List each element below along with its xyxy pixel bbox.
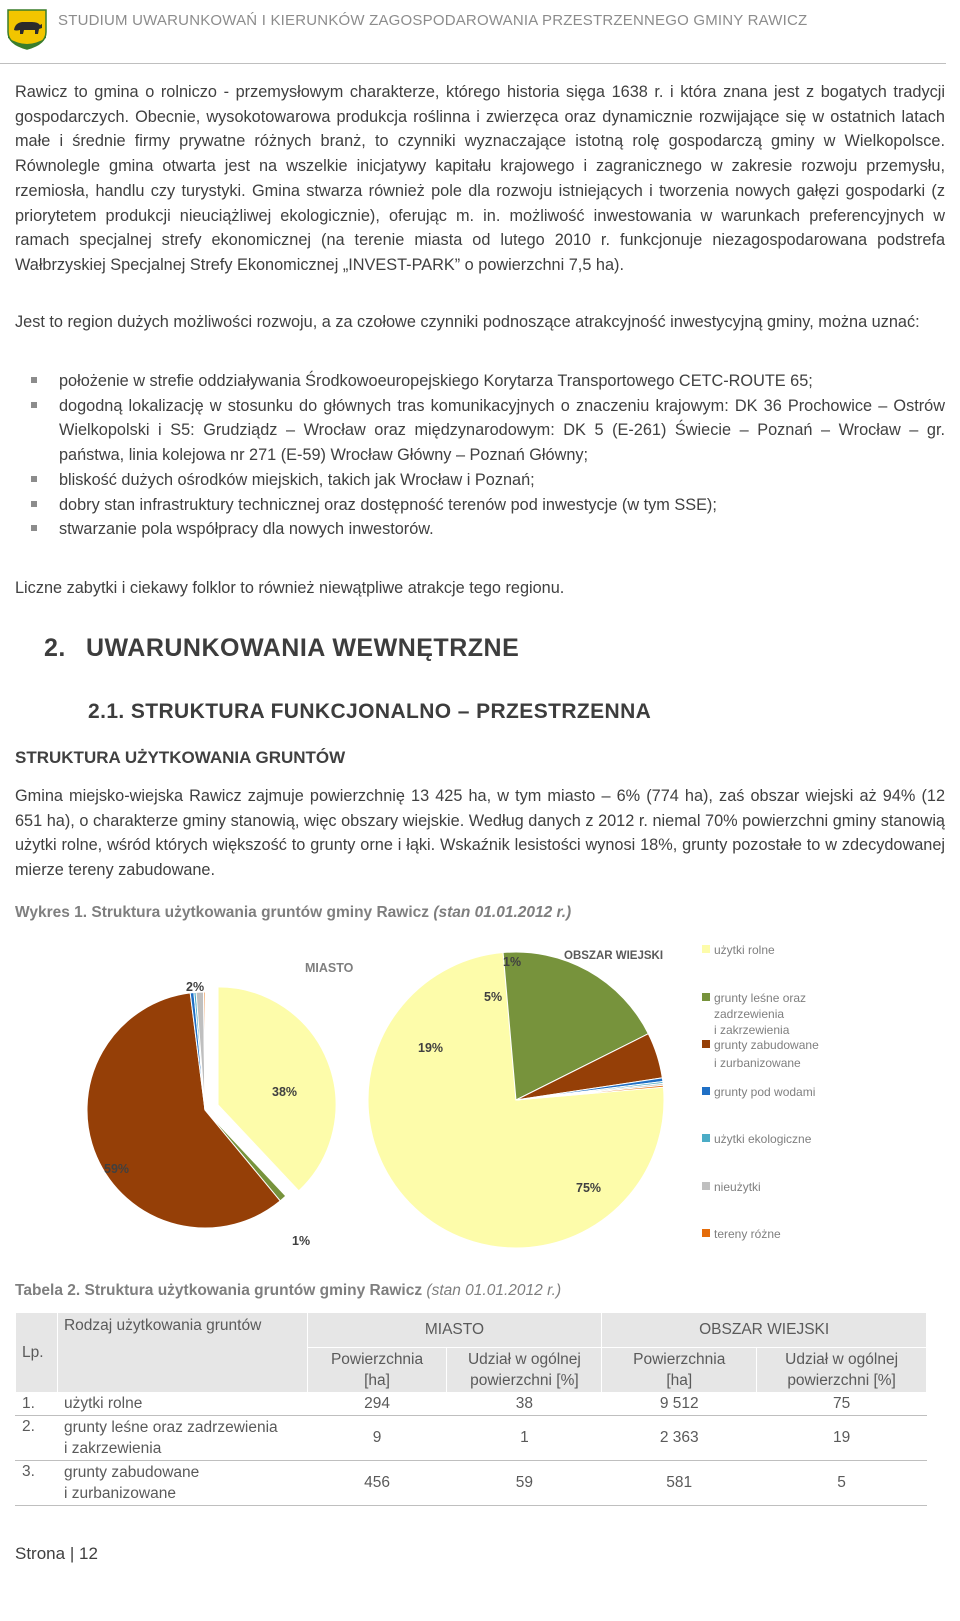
legend-swatch bbox=[702, 945, 710, 953]
data-label: 2% bbox=[186, 980, 205, 994]
chart-title-miasto: MIASTO bbox=[305, 961, 354, 975]
column-header-udzial: Udział w ogólnej powierzchni [%] bbox=[757, 1348, 927, 1393]
figure-caption: Wykres 1. Struktura użytkowania gruntów gminy Rawicz (stan 01.01.2012 r.) bbox=[15, 904, 572, 921]
bullet-list bbox=[15, 369, 945, 542]
list-item: dogodną lokalizację w stosunku do głównych tras komunikacyjnych o znaczeniu krajowym: DK 36 Prochowice – Ostrów Wielkopolski i S5: Grudziądz – Wrocław oraz międzynarodowym: DK 5 (E-261) Świecie – Poznań – Wrocław – gr. państwa, linia kolejowa nr 271 (E-59) Wrocław Główny – Poznań Główny; bbox=[15, 394, 945, 468]
page-footer: Strona | 12 bbox=[15, 1544, 98, 1563]
bullet-icon bbox=[31, 402, 37, 408]
legend-swatch bbox=[702, 993, 710, 1001]
data-label: 19% bbox=[418, 1041, 444, 1055]
list-item: dobry stan infrastruktury technicznej oraz dostępność terenów pod inwestycje (w tym SSE); bbox=[15, 493, 945, 518]
legend-swatch bbox=[702, 1182, 710, 1190]
page-header bbox=[0, 0, 960, 64]
section-heading bbox=[44, 634, 519, 663]
data-label: 59% bbox=[104, 1162, 130, 1176]
coat-of-arms-icon bbox=[6, 8, 48, 50]
section-number: 2. bbox=[44, 634, 66, 662]
legend-swatch bbox=[702, 1087, 710, 1095]
column-header-pow: Powierzchnia [ha] bbox=[307, 1348, 447, 1393]
column-header-wies: OBSZAR WIEJSKI bbox=[602, 1313, 927, 1348]
list-item: bliskość dużych ośrodków miejskich, takich jak Wrocław i Poznań; bbox=[15, 468, 945, 493]
legend-label: grunty leśne oraz bbox=[714, 991, 807, 1005]
legend-label: i zurbanizowane bbox=[714, 1056, 801, 1070]
legend-swatch bbox=[702, 1229, 710, 1237]
land-use-table bbox=[15, 1312, 927, 1506]
legend-label: nieużytki bbox=[714, 1180, 761, 1194]
bullet-icon bbox=[31, 476, 37, 482]
chart-legend bbox=[702, 943, 819, 1241]
table-caption: Tabela 2. Struktura użytkowania gruntów gminy Rawicz (stan 01.01.2012 r.) bbox=[15, 1282, 562, 1299]
data-label: 5% bbox=[484, 990, 503, 1004]
section-title: UWARUNKOWANIA WEWNĘTRZNE bbox=[86, 634, 520, 662]
legend-swatch bbox=[702, 1134, 710, 1142]
table-row: 1. użytki rolne 294 38 9 512 75 bbox=[16, 1393, 927, 1416]
footer-label: Strona bbox=[15, 1544, 66, 1563]
list-item: położenie w strefie oddziaływania Środkowoeuropejskiego Korytarza Transportowego CETC-ROUTE 65; bbox=[15, 369, 945, 394]
bullet-icon bbox=[31, 501, 37, 507]
intro-paragraph-2: Jest to region dużych możliwości rozwoju, a za czołowe czynniki podnoszące atrakcyjność inwestycyjną gminy, można uznać: bbox=[15, 313, 920, 331]
intro-paragraph: Rawicz to gmina o rolniczo - przemysłowym charakterze, którego historia sięga 1638 r. i która znana jest z bogatych tradycji gospodarczych. Obecnie, wysokotowarowa produkcja roślinna i zwierzęca oraz dynamicznie rozwijające się w ostatnich latach małe i średnie firmy prywatne różnych branż, to czynniki wyznaczające istotną rolę gospodarczą gminy w Wielkopolsce. Równolegle gmina otwarta jest na wszelkie inicjatywy kapitału krajowego i zagranicznego w zakresie rozwoju przemysłu, rzemiosła, handlu czy turystyki. Gmina stwarza również pole dla rozwoju istniejących i tworzenia nowych gałęzi gospodarki (z priorytetem produkcji nieuciążliwej ekologicznie), oferując m. in. możliwość inwestowania w warunkach preferencyjnych w ramach specjalnej strefy ekonomicznej (na terenie miasta od lutego 2010 r. funkcjonuje niezagospodarowana podstrefa Wałbrzyskiej Specjalnej Strefy Ekonomicznej „INVEST-PARK” o powierzchni 7,5 ha). bbox=[15, 83, 945, 274]
bullet-icon bbox=[31, 377, 37, 383]
section-paragraph: Gmina miejsko-wiejska Rawicz zajmuje powierzchnię 13 425 ha, w tym miasto – 6% (774 ha), zaś obszar wiejski aż 94% (12 651 ha), o charakterze gminy stanowią, więc obszary wiejskie. Według danych z 2012 r. niemal 70% powierzchni gminy stanowią użytki rolne, wśród których większość to grunty orne i łąki. Wskaźnik lesistości wynosi 18%, grunty pozostałe to w zdecydowanej mierze tereny zabudowane. bbox=[15, 787, 945, 880]
legend-label: tereny różne bbox=[714, 1227, 781, 1241]
chart-title-wies: OBSZAR WIEJSKI bbox=[564, 950, 664, 962]
pie-chart-obszar-wiejski bbox=[368, 952, 664, 1248]
legend-label: grunty pod wodami bbox=[714, 1085, 816, 1099]
column-header-miasto: MIASTO bbox=[307, 1313, 602, 1348]
legend-label: zadrzewienia bbox=[714, 1007, 785, 1021]
column-header-lp: Lp. bbox=[16, 1313, 58, 1393]
legend-label: grunty zabudowane bbox=[714, 1038, 819, 1052]
legend-label: i zakrzewienia bbox=[714, 1023, 790, 1037]
bullet-icon bbox=[31, 525, 37, 531]
header-title: STUDIUM UWARUNKOWAŃ I KIERUNKÓW ZAGOSPODAROWANIA PRZESTRZENNEGO GMINY RAWICZ bbox=[58, 12, 808, 29]
data-label: 38% bbox=[272, 1085, 298, 1099]
column-header-pow: Powierzchnia [ha] bbox=[602, 1348, 757, 1393]
data-label: 1% bbox=[503, 955, 522, 969]
legend-swatch bbox=[702, 1040, 710, 1048]
legend-label: użytki rolne bbox=[714, 943, 775, 957]
land-use-pie-charts bbox=[0, 930, 960, 1260]
column-header-rodzaj: Rodzaj użytkowania gruntów bbox=[57, 1313, 307, 1393]
intro-paragraph-3: Liczne zabytki i ciekawy folklor to również niewątpliwe atrakcje tego regionu. bbox=[15, 579, 565, 597]
row-name: grunty zabudowane i zurbanizowane bbox=[57, 1461, 307, 1506]
table-row: 2. grunty leśne oraz zadrzewienia i zakrzewienia 9 1 2 363 19 bbox=[16, 1416, 927, 1461]
list-item: stwarzanie pola współpracy dla nowych inwestorów. bbox=[15, 517, 945, 542]
page-number: 12 bbox=[78, 1544, 98, 1563]
data-label: 1% bbox=[292, 1234, 311, 1248]
subsection-heading: 2.1. STRUKTURA FUNKCJONALNO – PRZESTRZENNA bbox=[88, 700, 652, 723]
row-name: użytki rolne bbox=[57, 1393, 307, 1416]
subsubsection-heading: STRUKTURA UŻYTKOWANIA GRUNTÓW bbox=[15, 748, 346, 767]
header-divider bbox=[0, 63, 946, 64]
table-row: 3. grunty zabudowane i zurbanizowane 456 59 581 5 bbox=[16, 1461, 927, 1506]
column-header-udzial: Udział w ogólnej powierzchni [%] bbox=[447, 1348, 602, 1393]
legend-label: użytki ekologiczne bbox=[714, 1132, 812, 1146]
row-name: grunty leśne oraz zadrzewienia i zakrzewienia bbox=[57, 1416, 307, 1461]
pie-chart-miasto bbox=[87, 980, 336, 1248]
data-label: 75% bbox=[576, 1181, 602, 1195]
